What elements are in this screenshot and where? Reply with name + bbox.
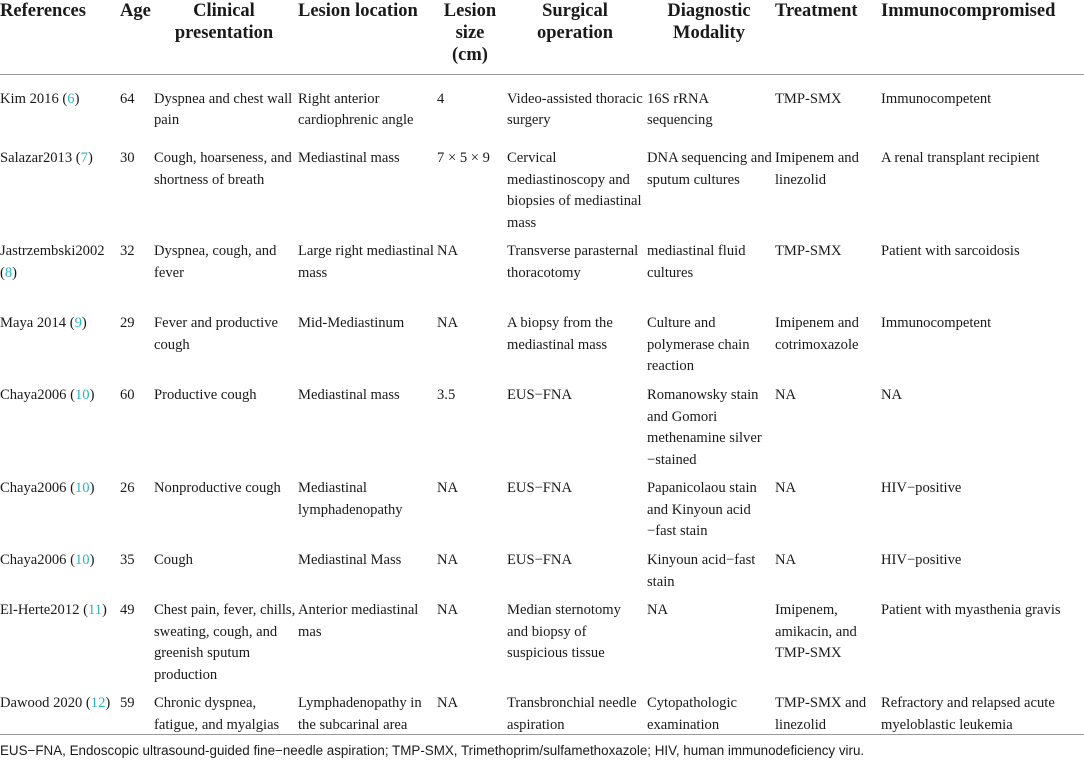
cell-age: 26 xyxy=(120,480,135,496)
cell-clinical-presentation: Cough xyxy=(154,552,193,568)
reference-close-paren: ) xyxy=(89,480,95,496)
table-row xyxy=(0,599,1084,692)
cell-diagnostic-modality: Romanowsky stain and Gomori methenamine silver −stained xyxy=(647,387,762,468)
cell-age: 59 xyxy=(120,695,135,711)
cell-treatment: Imipenem, amikacin, and TMP-SMX xyxy=(775,602,857,661)
cell-lesion-size: NA xyxy=(437,243,459,259)
cell-clinical-presentation: Chest pain, fever, chills, sweating, cough, and greenish sputum production xyxy=(154,602,296,683)
table-row xyxy=(0,549,1084,599)
cell-immunocompromised: NA xyxy=(881,387,903,403)
cell-treatment: TMP-SMX xyxy=(775,243,842,259)
header-treatment: Treatment xyxy=(775,1,858,21)
reference-number-link[interactable]: 8 xyxy=(4,264,13,281)
cell-immunocompromised: Patient with sarcoidosis xyxy=(881,243,1020,259)
header-surgical-operation: Surgical operation xyxy=(536,1,614,43)
cell-reference xyxy=(0,147,120,240)
reference-number-link[interactable]: 9 xyxy=(74,315,82,331)
cell-surgical-operation: A biopsy from the mediastinal mass xyxy=(507,315,613,353)
cell-treatment: NA xyxy=(775,552,797,568)
reference-author: Chaya2006 ( xyxy=(0,387,75,403)
cell-surgical-operation: EUS−FNA xyxy=(507,387,572,403)
table-row xyxy=(0,147,1084,240)
reference-author: Jastrzembski2002 ( xyxy=(0,243,105,281)
cell-treatment: Imipenem and linezolid xyxy=(775,150,859,188)
reference-close-paren: ) xyxy=(74,90,80,107)
reference-author: El-Herte2012 ( xyxy=(0,602,88,618)
cell-immunocompromised: HIV−positive xyxy=(881,480,962,496)
reference-number-link[interactable]: 12 xyxy=(90,695,106,711)
cell-clinical-presentation: Chronic dyspnea, fatigue, and myalgias xyxy=(154,695,280,733)
cell-lesion-size: NA xyxy=(437,552,459,568)
cell-immunocompromised: Refractory and relapsed acute myeloblastic leukemia xyxy=(881,695,1055,733)
cell-lesion-size: 7 × 5 × 9 xyxy=(437,150,490,166)
footnote-divider xyxy=(0,734,1084,735)
table-row xyxy=(0,384,1084,477)
cell-lesion-location: Lymphadenopathy in the subcarinal area xyxy=(298,695,422,733)
header-references: References xyxy=(0,1,86,21)
cell-lesion-size: NA xyxy=(437,695,459,711)
cell-lesion-size: NA xyxy=(437,602,459,618)
reference-number-link[interactable]: 11 xyxy=(87,602,102,618)
cell-surgical-operation: Transbronchial needle aspiration xyxy=(507,695,637,733)
table-row xyxy=(0,74,1084,147)
cell-lesion-location: Mid-Mediastinum xyxy=(298,315,405,331)
reference-number-link[interactable]: 6 xyxy=(67,90,75,107)
cell-diagnostic-modality: mediastinal fluid cultures xyxy=(647,243,746,281)
reference-author: Kim 2016 ( xyxy=(0,90,68,107)
table-row xyxy=(0,692,1084,738)
cell-diagnostic-modality: NA xyxy=(647,602,669,618)
cell-clinical-presentation: Nonproductive cough xyxy=(154,480,281,496)
cell-lesion-location: Mediastinal Mass xyxy=(298,552,402,568)
table-row xyxy=(0,240,1084,312)
cell-reference xyxy=(0,549,120,599)
cell-reference xyxy=(0,74,120,147)
cell-surgical-operation: Median sternotomy and biopsy of suspicious tissue xyxy=(507,602,621,661)
cell-treatment: NA xyxy=(775,387,797,403)
header-lesion-location: Lesion location xyxy=(298,1,418,21)
cell-reference xyxy=(0,692,120,738)
cell-reference xyxy=(0,240,120,312)
reference-close-paren: ) xyxy=(102,602,107,618)
cell-lesion-location: Large right mediastinal mass xyxy=(298,243,434,281)
cell-lesion-location: Right anterior cardiophrenic angle xyxy=(298,90,414,128)
cell-diagnostic-modality: Kinyoun acid−fast stain xyxy=(647,552,756,590)
reference-close-paren: ) xyxy=(12,264,18,281)
cell-age: 35 xyxy=(120,552,135,568)
reference-number-link[interactable]: 10 xyxy=(74,387,90,403)
cell-reference xyxy=(0,384,120,477)
reference-close-paren: ) xyxy=(105,695,111,711)
header-diagnostic-modality: Diagnostic Modality xyxy=(667,1,751,43)
header-immunocompromised: Immunocompromised xyxy=(881,1,1056,21)
reference-close-paren: ) xyxy=(89,387,95,403)
cell-surgical-operation: Cervical mediastinoscopy and biopsies of mediastinal mass xyxy=(507,150,642,231)
cell-lesion-size: 3.5 xyxy=(437,387,456,403)
table-row xyxy=(0,312,1084,384)
reference-close-paren: ) xyxy=(81,315,87,331)
reference-number-link[interactable]: 7 xyxy=(80,150,88,166)
reference-author: Dawood 2020 ( xyxy=(0,695,91,711)
cell-clinical-presentation: Fever and productive cough xyxy=(154,315,279,353)
table-body xyxy=(0,74,1084,738)
cell-lesion-location: Mediastinal lymphadenopathy xyxy=(298,480,403,518)
cell-reference xyxy=(0,477,120,549)
cell-lesion-size: NA xyxy=(437,480,459,496)
reference-author: Maya 2014 ( xyxy=(0,315,75,331)
cell-lesion-location: Anterior mediastinal mas xyxy=(298,602,419,640)
cell-immunocompromised: A renal transplant recipient xyxy=(881,150,1040,166)
cell-treatment: TMP-SMX xyxy=(775,90,842,107)
table-row xyxy=(0,477,1084,549)
reference-author: Chaya2006 ( xyxy=(0,552,75,568)
reference-number-link[interactable]: 10 xyxy=(74,480,90,496)
cell-treatment: TMP-SMX and linezolid xyxy=(775,695,867,733)
cell-clinical-presentation: Dyspnea, cough, and fever xyxy=(154,243,277,281)
reference-author: Salazar2013 ( xyxy=(0,150,81,166)
cell-immunocompromised: HIV−positive xyxy=(881,552,962,568)
cell-immunocompromised: Immunocompetent xyxy=(881,315,992,331)
cell-surgical-operation: Video-assisted thoracic surgery xyxy=(507,90,643,128)
header-lesion-size: Lesion size (cm) xyxy=(443,1,497,65)
cell-lesion-location: Mediastinal mass xyxy=(298,387,400,403)
cell-surgical-operation: EUS−FNA xyxy=(507,552,572,568)
header-age: Age xyxy=(120,1,151,21)
cell-immunocompromised: Patient with myasthenia gravis xyxy=(881,602,1061,618)
cell-diagnostic-modality: Cytopathologic examination xyxy=(647,695,737,733)
cell-clinical-presentation: Cough, hoarseness, and shortness of breath xyxy=(154,150,292,188)
cell-age: 64 xyxy=(120,90,135,107)
cell-surgical-operation: EUS−FNA xyxy=(507,480,572,496)
reference-close-paren: ) xyxy=(89,552,95,568)
cell-age: 49 xyxy=(120,602,135,618)
cell-reference xyxy=(0,599,120,692)
cell-diagnostic-modality: DNA sequencing and sputum cultures xyxy=(647,150,772,188)
header-clinical-presentation: Clinical presentation xyxy=(174,1,274,43)
cell-surgical-operation: Transverse parasternal thoracotomy xyxy=(507,243,639,281)
cell-age: 30 xyxy=(120,150,135,166)
cell-treatment: NA xyxy=(775,480,797,496)
cell-age: 29 xyxy=(120,315,135,331)
cell-lesion-location: Mediastinal mass xyxy=(298,150,400,166)
cell-diagnostic-modality: 16S rRNA sequencing xyxy=(647,90,713,128)
cell-clinical-presentation: Dyspnea and chest wall pain xyxy=(154,90,293,128)
reference-author: Chaya2006 ( xyxy=(0,480,75,496)
cell-diagnostic-modality: Culture and polymerase chain reaction xyxy=(647,315,750,374)
cell-age: 60 xyxy=(120,387,135,403)
cell-age: 32 xyxy=(120,243,135,259)
table-header xyxy=(0,0,1084,74)
cell-treatment: Imipenem and cotrimoxazole xyxy=(775,315,859,353)
table-footnote: EUS−FNA, Endoscopic ultrasound-guided fine−needle aspiration; TMP-SMX, Trimethoprim/sulfamethoxazole; HIV, human immunodeficiency viru. xyxy=(0,743,865,758)
cell-clinical-presentation: Productive cough xyxy=(154,387,257,403)
reference-number-link[interactable]: 10 xyxy=(74,552,90,568)
cell-immunocompromised: Immunocompetent xyxy=(881,90,992,107)
reference-close-paren: ) xyxy=(87,150,93,166)
cell-lesion-size: 4 xyxy=(437,90,445,107)
cell-lesion-size: NA xyxy=(437,315,459,331)
cell-diagnostic-modality: Papanicolaou stain and Kinyoun acid −fast stain xyxy=(647,480,757,539)
cell-reference xyxy=(0,312,120,384)
